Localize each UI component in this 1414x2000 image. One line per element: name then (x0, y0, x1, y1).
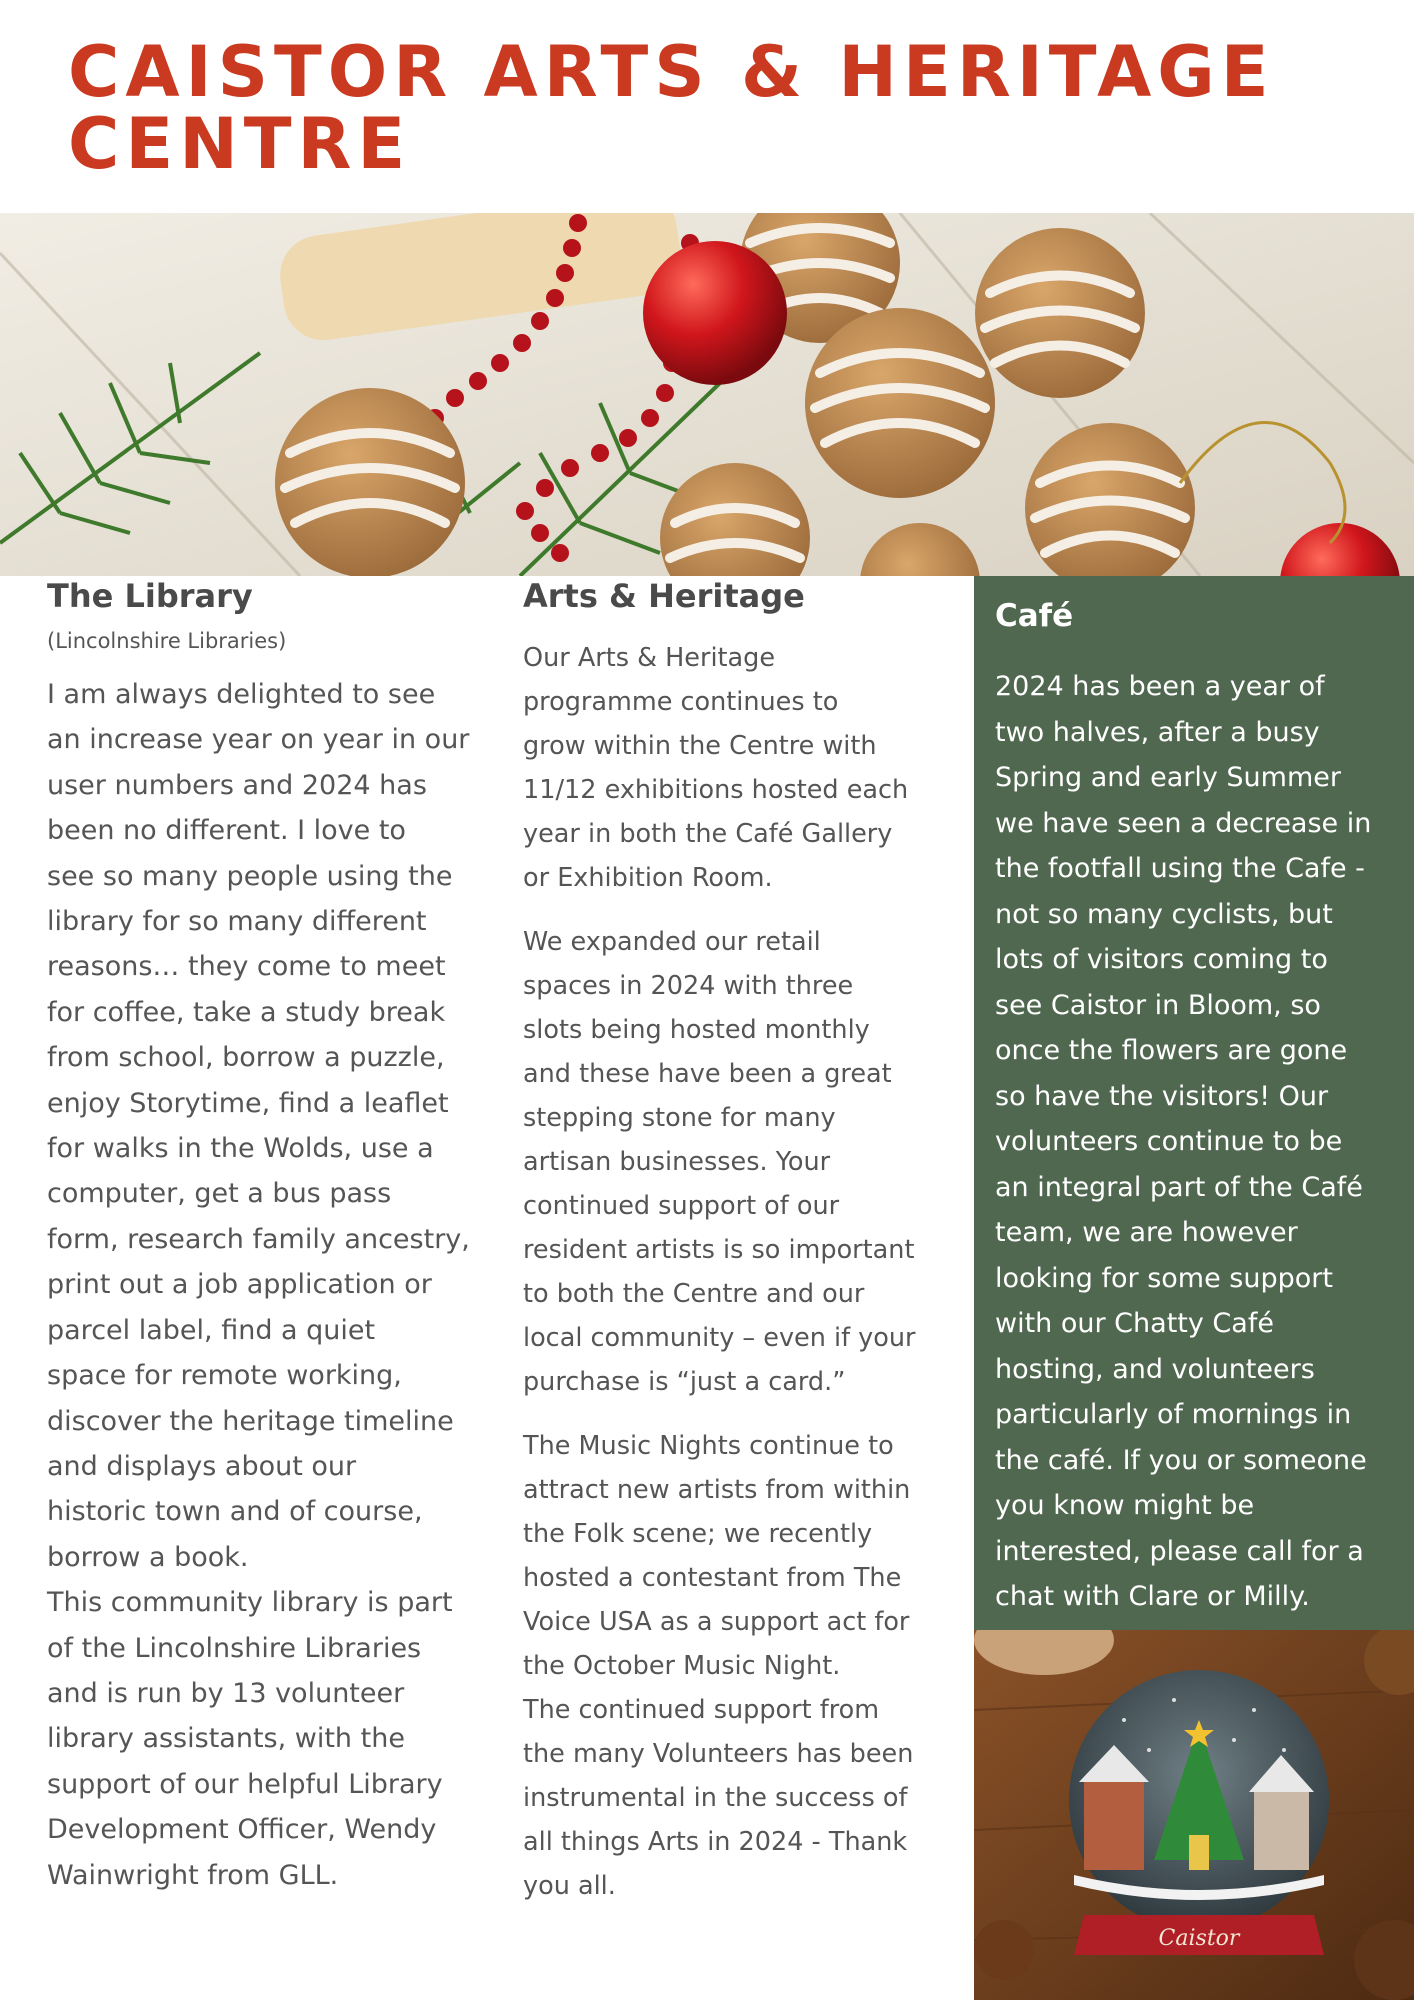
header (0, 0, 1414, 213)
cafe-panel (974, 576, 1414, 1630)
christmas-cookies-icon (0, 213, 1414, 576)
cafe-body: 2024 has been a year of two halves, after a busy Spring and early Summer we have seen a decrease in the footfall using the Cafe - not so many cyclists, but lots of visitors coming to see Caistor in Bloom, so once the flowers are gone so have the visitors! Our volunteers continue to be an integral part of the Café team, we are however looking for some support with our Chatty Café hosting, and volunteers particularly of mornings in the café. If you or someone you know might be interested, please call for a chat with Clare or Milly. (995, 671, 1372, 1612)
arts-heading: Arts & Heritage (523, 577, 805, 615)
arts-paragraph-1: Our Arts & Heritage programme continues to grow within the Centre with 11/12 exhibitions hosted each year in both the Café Gallery or Exhibition Room. (523, 643, 909, 893)
arts-body (523, 636, 963, 1908)
library-body: I am always delighted to see an increase year on year in our user numbers and 2024 has been no different. I love to see so many people using the library for so many different reasons… they come to meet for coffee, take a study break from school, borrow a puzzle, enjoy Storytime, find a leaflet for walks in the Wolds, use a computer, get a bus pass form, research family ancestry, print out a job application or parcel label, find a quiet space for remote working, discover the heritage timeline and displays about our historic town and of course, borrow a book. This community library is part of the Lincolnshire Libraries and is run by 13 volunteer library assistants, with the support of our helpful Library Development Officer, Wendy Wainwright from GLL. (47, 679, 470, 1891)
library-subheading: (Lincolnshire Libraries) (47, 629, 287, 653)
library-heading: The Library (47, 577, 253, 615)
page-title (68, 31, 1368, 185)
arts-paragraph-2: We expanded our retail spaces in 2024 with three slots being hosted monthly and these have been a great stepping stone for many artisan businesses. Your continued support of our resident artists is so important to both the Centre and our local community – even if your purchase is “just a card.” (523, 927, 916, 1397)
arts-column (523, 576, 963, 1908)
cafe-heading: Café (995, 598, 1074, 634)
snow-globe-icon (974, 1630, 1414, 2000)
hero-image (0, 213, 1414, 576)
arts-paragraph-3: The Music Nights continue to attract new artists from within the Folk scene; we recently hosted a contestant from The Voice USA as a support act for the October Music Night. The continued support from the many Volunteers has been instrumental in the success of all things Arts in 2024 - Thank you all. (523, 1431, 914, 1901)
snow-globe-label: Caistor (1158, 1926, 1240, 1951)
title-line-2: CENTRE (68, 103, 412, 185)
title-line-1: CAISTOR ARTS & HERITAGE (68, 31, 1275, 113)
library-column (47, 576, 497, 1898)
snow-globe-image (974, 1630, 1414, 2000)
